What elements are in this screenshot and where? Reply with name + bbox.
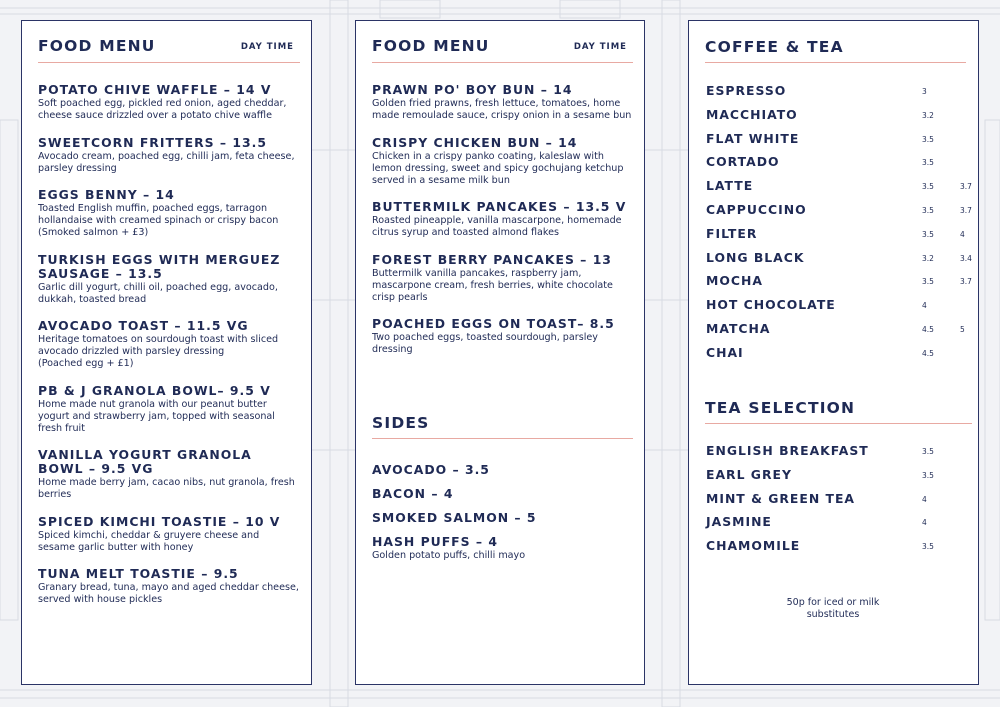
drink-row xyxy=(706,83,968,107)
menu-items-list xyxy=(372,83,632,370)
drink-price: 4.5 xyxy=(922,348,934,358)
drink-name: FLAT WHITE xyxy=(706,130,800,146)
drink-price: 3.5 xyxy=(922,542,934,552)
menu-item-description: Roasted pineapple, vanilla mascarpone, homemade citrus syrup and toasted almond flakes xyxy=(372,215,622,238)
coffee-header xyxy=(705,37,966,63)
side-item-title: BACON – 4 xyxy=(372,486,454,501)
panel-subtitle: DAY TIME xyxy=(573,42,627,52)
drink-name: LONG BLACK xyxy=(706,249,805,265)
drink-row xyxy=(706,107,968,131)
drink-price: 3 xyxy=(922,87,927,96)
menu-item xyxy=(38,515,299,554)
panel-header xyxy=(38,37,300,63)
drink-price: 4 xyxy=(922,301,927,311)
menu-item xyxy=(38,384,299,435)
menu-item-description: Chicken in a crispy panko coating, kaleslaw with lemon dressing, sweet and spicy gochujang ketchup served in a sesame milk bun xyxy=(372,150,624,186)
menu-item-description: Spiced kimchi, cheddar & gruyere cheese and sesame garlic butter with honey xyxy=(38,529,260,553)
tea-title: TEA SELECTION xyxy=(705,399,856,417)
menu-item-note: (Smoked salmon + £3) xyxy=(38,227,149,238)
drink-price: 3.5 xyxy=(922,205,934,215)
sides-list xyxy=(372,463,632,572)
drink-price: 4 xyxy=(922,518,927,528)
drink-row xyxy=(706,297,968,321)
drink-name: CORTADO xyxy=(706,154,780,170)
panel-title: FOOD MENU xyxy=(372,37,490,55)
panel-subtitle: DAY TIME xyxy=(240,42,294,52)
menu-item-note: (Poached egg + £1) xyxy=(38,358,134,369)
menu-item-title: VANILLA YOGURT GRANOLA BOWL – 9.5 VG xyxy=(38,447,252,476)
drink-price: 4.5 xyxy=(922,324,934,334)
drink-row xyxy=(706,273,972,297)
drink-name: MOCHA xyxy=(706,273,763,289)
menu-item xyxy=(38,83,299,122)
side-item-title: SMOKED SALMON – 5 xyxy=(372,510,537,525)
drink-name: ESPRESSO xyxy=(706,83,787,98)
drink-row xyxy=(706,467,968,491)
drink-row xyxy=(706,443,968,467)
menu-item xyxy=(38,136,299,175)
drink-name: HOT CHOCOLATE xyxy=(706,297,836,313)
menu-item xyxy=(372,136,632,187)
drink-row xyxy=(706,226,968,250)
drink-price: 3.5 xyxy=(922,470,934,480)
food-menu-panel-1 xyxy=(21,20,312,685)
drink-price-large: 3.7 xyxy=(960,182,972,192)
menu-item-title: BUTTERMILK PANCAKES – 13.5 V xyxy=(372,199,627,214)
sides-title: SIDES xyxy=(372,414,430,432)
tea-header xyxy=(705,398,972,424)
drink-name: CAPPUCCINO xyxy=(706,201,807,217)
drink-price: 3.5 xyxy=(922,134,934,144)
drink-name: MATCHA xyxy=(706,320,771,336)
menu-item-description: Golden fried prawns, fresh lettuce, tomatoes, home made remoulade sauce, crispy onion in a sesame bun xyxy=(372,98,632,121)
side-item-title: HASH PUFFS – 4 xyxy=(372,534,499,549)
menu-item-title: POACHED EGGS ON TOAST– 8.5 xyxy=(372,316,615,331)
menu-items-list xyxy=(38,83,299,620)
drink-name: ENGLISH BREAKFAST xyxy=(706,443,869,458)
menu-item-description: Two poached eggs, toasted sourdough, parsley dressing xyxy=(372,332,598,355)
food-menu-panel-2 xyxy=(355,20,645,685)
note-line: 50p for iced or milk xyxy=(786,597,880,608)
side-item xyxy=(372,535,632,562)
drink-price-large: 4 xyxy=(960,229,965,239)
menu-item-description: Avocado cream, poached egg, chilli jam, feta cheese, parsley dressing xyxy=(38,150,295,174)
drink-row xyxy=(706,321,968,345)
drink-price: 3.5 xyxy=(922,158,934,168)
side-item-title: AVOCADO – 3.5 xyxy=(372,462,490,477)
menu-item xyxy=(38,188,299,239)
menu-item-description: Buttermilk vanilla pancakes, raspberry jam, mascarpone cream, fresh berries, white chocolate crisp pearls xyxy=(372,267,613,303)
drink-row xyxy=(706,345,968,369)
menu-item-description: Soft poached egg, pickled red onion, aged cheddar, cheese sauce drizzled over a potato chive waffle xyxy=(38,98,287,121)
menu-item-title: CRISPY CHICKEN BUN – 14 xyxy=(372,134,578,150)
menu-item-description: Garlic dill yogurt, chilli oil, poached egg, avocado, dukkah, toasted bread xyxy=(38,281,278,305)
coffee-title: COFFEE & TEA xyxy=(705,38,844,56)
menu-item-title: AVOCADO TOAST – 11.5 VG xyxy=(38,318,249,333)
side-item-description: Golden potato puffs, chilli mayo xyxy=(372,550,526,561)
menu-item xyxy=(38,567,299,606)
menu-item-title: SWEETCORN FRITTERS – 13.5 xyxy=(38,134,267,150)
menu-item xyxy=(38,319,299,370)
drink-price-large: 3.4 xyxy=(960,253,972,263)
menu-item-description: Home made nut granola with our peanut butter yogurt and strawberry jam, topped with seasonal fresh fruit xyxy=(38,398,275,434)
drink-name: FILTER xyxy=(706,225,758,241)
drink-row xyxy=(706,201,972,226)
drink-row xyxy=(706,178,972,202)
menu-item-title: EGGS BENNY – 14 xyxy=(38,187,175,202)
panel-title: FOOD MENU xyxy=(38,37,156,55)
coffee-list xyxy=(706,83,972,369)
drink-name: JASMINE xyxy=(706,514,772,530)
menu-item-description: Home made berry jam, cacao nibs, nut granola, fresh berries xyxy=(38,477,295,500)
menu-item xyxy=(372,317,632,356)
drink-row xyxy=(706,154,968,178)
panel-header xyxy=(372,37,633,63)
drink-row xyxy=(706,514,968,538)
side-item xyxy=(372,463,632,477)
drink-price-large: 3.7 xyxy=(960,277,972,287)
drink-price: 3.2 xyxy=(922,253,934,263)
drink-name: MINT & GREEN TEA xyxy=(706,490,856,506)
drink-name: LATTE xyxy=(706,178,754,194)
tea-list xyxy=(706,443,968,562)
menu-item-description: Toasted English muffin, poached eggs, tarragon hollandaise with creamed spinach or crispy bacon xyxy=(38,203,279,226)
drink-row xyxy=(706,131,968,155)
menu-item xyxy=(372,200,632,239)
milk-substitute-note xyxy=(689,597,977,621)
drink-price: 3.5 xyxy=(922,277,934,287)
side-item xyxy=(372,487,632,501)
side-item xyxy=(372,511,632,525)
menu-item-title: TURKISH EGGS WITH MERGUEZ SAUSAGE – 13.5 xyxy=(38,251,281,281)
menu-item-title: PRAWN PO' BOY BUN – 14 xyxy=(372,82,573,97)
drink-price: 3.5 xyxy=(922,229,934,239)
menu-item-description: Heritage tomatoes on sourdough toast with sliced avocado drizzled with parsley dressing xyxy=(38,334,279,357)
menu-item-title: FOREST BERRY PANCAKES – 13 xyxy=(372,251,612,267)
menu-item-title: TUNA MELT TOASTIE – 9.5 xyxy=(38,566,239,581)
drink-price: 3.5 xyxy=(922,182,934,192)
drink-price-large: 5 xyxy=(960,324,965,334)
drinks-panel xyxy=(688,20,979,685)
drink-name: CHAI xyxy=(706,344,744,360)
menu-item-description: Granary bread, tuna, mayo and aged cheddar cheese, served with house pickles xyxy=(38,582,299,605)
menu-item-title: SPICED KIMCHI TOASTIE – 10 V xyxy=(38,513,281,529)
drink-price-large: 3.7 xyxy=(960,205,972,215)
drink-row xyxy=(706,491,968,515)
drink-price: 3.5 xyxy=(922,447,934,456)
menu-item-title: PB & J GRANOLA BOWL– 9.5 V xyxy=(38,382,271,398)
menu-item xyxy=(38,253,299,306)
menu-item xyxy=(372,83,632,122)
note-line: substitutes xyxy=(806,609,860,620)
menu-item xyxy=(38,448,299,501)
menu-item-title: POTATO CHIVE WAFFLE – 14 V xyxy=(38,82,272,97)
drink-name: EARL GREY xyxy=(706,466,792,482)
menu-item xyxy=(372,253,632,304)
drink-name: MACCHIATO xyxy=(706,106,798,122)
drink-row xyxy=(706,249,972,274)
drink-price: 3.2 xyxy=(922,110,934,120)
drink-row xyxy=(706,538,968,562)
drink-name: CHAMOMILE xyxy=(706,538,801,554)
sides-header xyxy=(372,413,633,439)
drink-price: 4 xyxy=(922,494,927,504)
